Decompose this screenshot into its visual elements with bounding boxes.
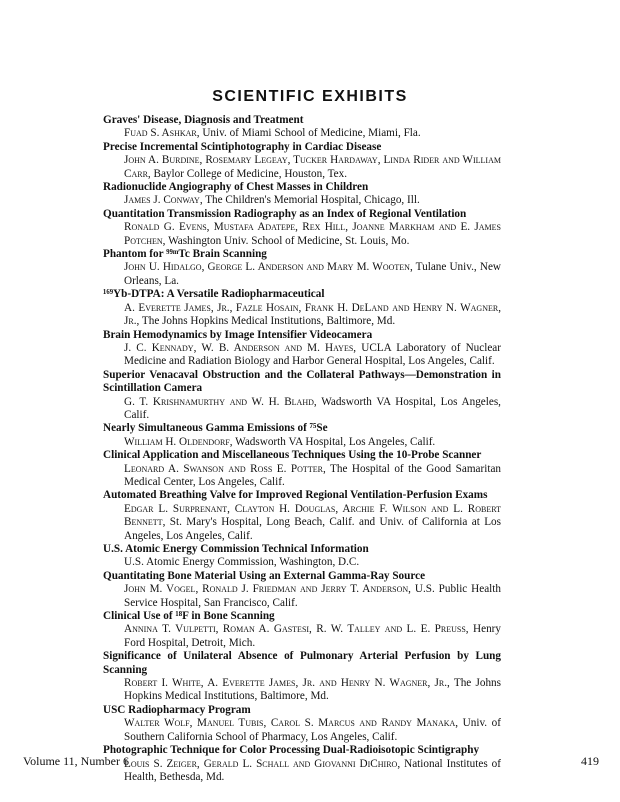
exhibit-title: Superior Venacaval Obstruction and the Collateral Pathways—Demonstration in Scintillation Camera [103, 368, 501, 395]
exhibit-title: Radionuclide Angiography of Chest Masses in Children [103, 181, 369, 194]
exhibit-entry [103, 114, 501, 141]
exhibit-affiliation: , The Johns Hopkins Medical Institutions, Baltimore, Md. [124, 677, 501, 703]
exhibit-list [103, 114, 501, 784]
page-footer [23, 754, 599, 769]
exhibit-affiliation: , Washington Univ. School of Medicine, St. Louis, Mo. [162, 234, 410, 247]
exhibit-authors-line [124, 556, 501, 569]
exhibit-title: Precise Incremental Scintiphotography in Cardiac Disease [103, 140, 382, 153]
exhibit-author-names: Edgar L. Surprenant, Clayton H. Douglas, Archie F. Wilson and L. Robert Bennett [124, 502, 501, 529]
exhibit-authors-line [124, 436, 501, 449]
exhibit-entry [103, 329, 501, 369]
exhibit-author-names: Annina T. Vulpetti, Roman A. Gastesi, R. W. Talley and L. E. Preuss [124, 623, 466, 636]
exhibit-authors-line [124, 717, 501, 744]
exhibit-title: Nearly Simultaneous Gamma Emissions of ⁷⁵Se [103, 422, 328, 435]
exhibit-author-names: Leonard A. Swanson and Ross E. Potter [124, 462, 323, 475]
exhibit-affiliation: U.S. Atomic Energy Commission, Washington, D.C. [124, 556, 360, 569]
exhibit-entry [103, 141, 501, 181]
exhibit-author-names: John A. Burdine, Rosemary Legeay, Tucker Hardaway, Linda Rider and William Carr [124, 154, 501, 180]
exhibit-affiliation: , Univ. of Southern California School of Pharmacy, Los Angeles, Calif. [124, 717, 501, 743]
exhibit-title: Photographic Technique for Color Processing Dual-Radioisotopic Scintigraphy [103, 744, 480, 757]
exhibit-author-names: J. C. Kennady, W. B. Anderson and M. Hayes [124, 341, 354, 354]
exhibit-author-names: A. Everette James, Jr., Fazle Hosain, Frank H. DeLand and Henry N. Wagner, Jr. [124, 301, 501, 328]
exhibit-title: ¹⁶⁹Yb-DTPA: A Versatile Radiopharmaceutical [103, 288, 325, 301]
exhibit-affiliation: , UCLA Laboratory of Nuclear Medicine and Radiation Biology and Harbor General Hospital, Los Angeles, Calif. [124, 341, 501, 368]
exhibit-title: Quantitation Transmission Radiography as an Index of Regional Ventilation [103, 207, 467, 220]
exhibit-affiliation: , St. Mary's Hospital, Long Beach, Calif. and Univ. of California at Los Angeles, Los Angeles, Calif. [124, 516, 501, 542]
exhibit-authors-line [124, 127, 501, 140]
exhibit-entry [103, 489, 501, 543]
exhibit-affiliation: , The Children's Memorial Hospital, Chicago, Ill. [199, 194, 420, 207]
exhibit-author-names: G. T. Krishnamurthy and W. H. Blahd [124, 395, 314, 408]
exhibit-entry [103, 288, 501, 328]
exhibit-affiliation: , National Institutes of Health, Bethesda, Md. [124, 757, 501, 783]
exhibit-entry [103, 449, 501, 489]
exhibit-title: Significance of Unilateral Absence of Pulmonary Arterial Perfusion by Lung Scanning [103, 650, 501, 676]
exhibit-author-names: John U. Hidalgo, George L. Anderson and Mary M. Wooten [124, 261, 410, 274]
exhibit-affiliation: , U.S. Public Health Service Hospital, San Francisco, Calif. [124, 583, 501, 609]
exhibit-title: Phantom for ⁹⁹ᵐTc Brain Scanning [103, 248, 267, 261]
exhibit-entry [103, 248, 501, 288]
exhibit-entry [103, 208, 501, 248]
exhibit-entry [103, 610, 501, 650]
exhibit-author-names: James J. Conway [124, 194, 200, 207]
page-title: SCIENTIFIC EXHIBITS [212, 88, 408, 105]
exhibit-entry [103, 704, 501, 744]
exhibit-author-names: Fuad S. Ashkar [124, 127, 197, 140]
page-number: 419 [581, 754, 599, 768]
exhibit-entry [103, 369, 501, 423]
exhibit-title: Clinical Application and Miscellaneous Techniques Using the 10-Probe Scanner [103, 449, 482, 462]
exhibit-authors-line [124, 194, 501, 207]
volume-number: Volume 11, Number 6 [23, 754, 129, 768]
exhibit-title: Clinical Use of ¹⁸F in Bone Scanning [103, 610, 275, 623]
exhibit-entry [103, 181, 501, 208]
exhibit-title: USC Radiopharmacy Program [103, 703, 251, 716]
exhibit-authors-line [124, 154, 501, 181]
exhibit-entry [103, 650, 501, 704]
exhibit-title: Graves' Disease, Diagnosis and Treatment [103, 114, 304, 126]
exhibit-title: Brain Hemodynamics by Image Intensifier Videocamera [103, 328, 373, 341]
exhibit-authors-line [124, 221, 501, 248]
exhibit-authors-line [124, 302, 501, 329]
exhibit-authors-line [124, 503, 501, 543]
exhibit-authors-line [124, 261, 501, 288]
exhibit-author-names: Walter Wolf, Manuel Tubis, Carol S. Marcus and Randy Manaka [124, 717, 456, 730]
exhibit-affiliation: , Wadsworth VA Hospital, Los Angeles, Calif. [229, 435, 436, 448]
exhibit-author-names: Louis S. Zeiger, Gerald L. Schall and Giovanni DiChiro [124, 757, 398, 770]
exhibit-affiliation: , Wadsworth VA Hospital, Los Angeles, Calif. [124, 395, 501, 421]
exhibit-authors-line [124, 677, 501, 704]
exhibit-authors-line [124, 623, 501, 650]
exhibit-authors-line [124, 583, 501, 610]
exhibit-authors-line [124, 463, 501, 490]
exhibit-entry [103, 543, 501, 570]
exhibit-title: Quantitating Bone Material Using an External Gamma-Ray Source [103, 569, 426, 582]
exhibit-entry [103, 422, 501, 449]
exhibit-affiliation: , Univ. of Miami School of Medicine, Miami, Fla. [196, 127, 421, 140]
exhibit-authors-line [124, 342, 501, 369]
exhibit-affiliation: , The Johns Hopkins Medical Institutions, Baltimore, Md. [136, 315, 396, 328]
exhibit-author-names: Robert I. White, A. Everette James, Jr. and Henry N. Wagner, Jr. [124, 677, 448, 690]
exhibit-affiliation: , Tulane Univ., New Orleans, La. [124, 261, 501, 287]
exhibit-affiliation: , Henry Ford Hospital, Detroit, Mich. [124, 623, 501, 649]
exhibit-affiliation: , The Hospital of the Good Samaritan Medical Center, Los Angeles, Calif. [124, 462, 502, 488]
exhibit-entry [103, 570, 501, 610]
exhibit-author-names: John M. Vogel, Ronald J. Friedman and Jerry T. Anderson [124, 583, 409, 596]
exhibit-authors-line [124, 396, 501, 423]
exhibit-author-names: Ronald G. Evens, Mustafa Adatepe, Rex Hill, Joanne Markham and E. James Potchen [124, 221, 501, 247]
exhibit-author-names: William H. Oldendorf [124, 435, 230, 448]
exhibit-title: Automated Breathing Valve for Improved Regional Ventilation-Perfusion Exams [103, 489, 488, 502]
exhibit-title: U.S. Atomic Energy Commission Technical Information [103, 543, 369, 555]
exhibit-affiliation: , Baylor College of Medicine, Houston, Tex. [147, 167, 348, 180]
